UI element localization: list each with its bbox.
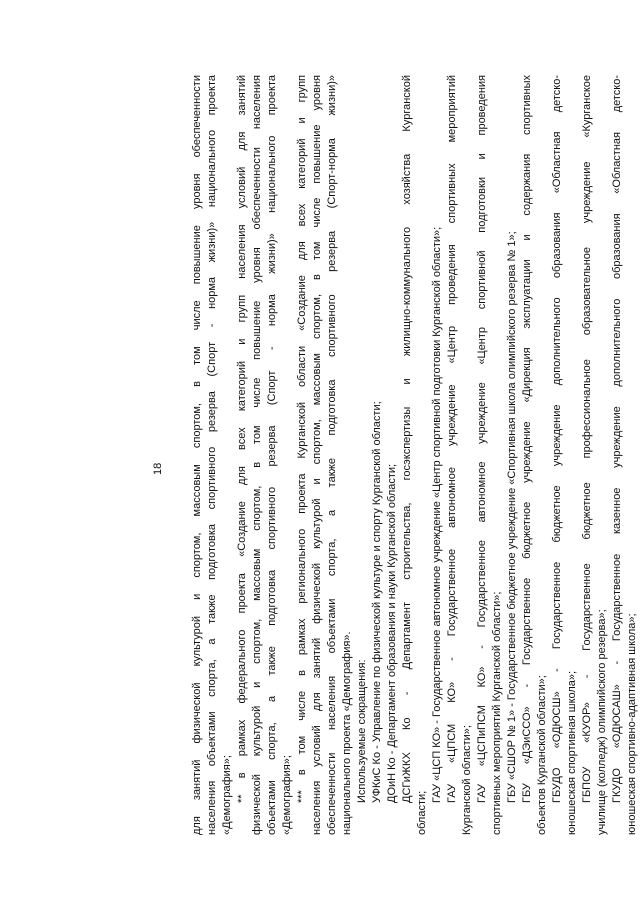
text-line: *** в том числе в рамках регионального проекта Курганской области «Создание для всех категорий и групп (296, 75, 308, 803)
text-line: области; (416, 790, 428, 835)
text-line: училище (колледж) олимпийского резерва»; (596, 609, 608, 835)
text-line: ** в рамках федерального проекта «Создание для всех категорий и групп населения условий для занятий (236, 75, 248, 803)
text-line: юношеская спортивная школа»; (566, 670, 578, 835)
text-line: Курганской области»; (461, 725, 473, 835)
text-line: обеспеченности населения объектами спорта, а также подготовка спортивного резерва (Спорт-норма жизни)» (326, 75, 338, 835)
text-line: ДОиН Ко - Департамент образования и науки Курганской области; (386, 463, 398, 803)
text-line: юношеская спортивно-адаптивная школа»; (626, 613, 638, 835)
text-line: УФКиС Ко - Управление по физической культуре и спорту Курганской области; (371, 401, 383, 803)
text-line: ГКУДО «ОДЮСАШ» - Государственное казенное учреждение дополнительного образования «Областная детско- (611, 75, 623, 803)
text-line: населения объектами спорта, а также подготовка спортивного резерва (Спорт - норма жизни)» национального проекта (206, 75, 218, 835)
text-line: «Демография»; (221, 755, 233, 835)
text-line: ГБУ «СШОР № 1» - Государственное бюджетное учреждение «Спортивная школа олимпийского резерва № 1»; (506, 231, 518, 803)
text-line: спортивных мероприятий Курганской области»; (491, 591, 503, 835)
text-line: ГБПОУ «КУОР» - Государственное бюджетное профессиональное образовательное учреждение «Курганское (581, 75, 593, 803)
text-line: ДСГиЖКХ Ко - Департамент строительства, госэкспертизы и жилищно-коммунального хозяйства Курганской (401, 75, 413, 803)
text-line: «Демография»; (281, 755, 293, 835)
text-line: ГАУ «ЦСПиПСМ КО» - Государственное автономное учреждение «Центр спортивной подготовки и проведения (476, 75, 488, 803)
text-line: ГБУ «ДЭиССО» - Государственное бюджетное учреждение «Дирекция эксплуатации и содержания спортивных (521, 75, 533, 803)
text-line: для занятий физической культурой и спортом, массовым спортом, в том числе повышение уровня обеспеченности (191, 75, 203, 835)
text-line: объектами спорта, а также подготовка спортивного резерва (Спорт - норма жизни)» национального проекта (266, 75, 278, 835)
text-line: ГБУДО «ОДЮСШ» - Государственное бюджетное учреждение дополнительного образования «Областная детско- (551, 75, 563, 803)
text-line: населения условий для занятий физической культурой и спортом, массовым спортом, в том числе повышение уровня (311, 75, 323, 835)
page-number: 18 (152, 462, 164, 475)
text-line: национального проекта «Демография». (341, 631, 353, 835)
text-line: Используемые сокращения: (356, 659, 368, 803)
text-line: объектов Курганской области»; (536, 675, 548, 835)
rotated-content (140, 75, 638, 835)
text-line: физической культурой и спортом, массовым спортом, в том числе повышение уровня обеспеченности населения (251, 75, 263, 835)
text-line: ГАУ «ЦСП КО» - Государственное автономное учреждение «Центр спортивной подготовки Курганской области»; (431, 226, 443, 803)
text-line: ГАУ «ЦПСМ КО» - Государственное автономное учреждение «Центр проведения спортивных мероприятий (446, 75, 458, 803)
